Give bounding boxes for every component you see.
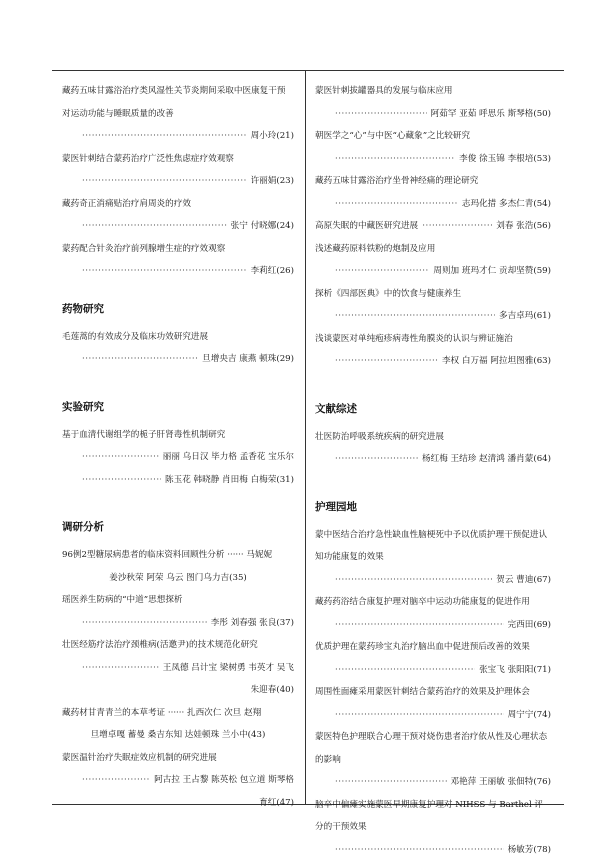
entry-byline (315, 215, 551, 238)
entry-authors-continued: 育红(47) (259, 797, 294, 808)
toc-entry[interactable] (315, 426, 551, 471)
entry-title: 瑶医养生防病的“中道”思想探析 (62, 595, 183, 605)
entry-title: ····· 高原失眠的中藏医研究进展 (315, 215, 422, 238)
toc-entry[interactable] (62, 747, 294, 815)
entry-title: 藏药五味甘露浴治疗类风湿性关节炎期间采取中医康复干预对运动功能与睡眠质量的改善 (62, 86, 286, 119)
entry-byline (315, 448, 551, 471)
entry-authors-continued: 朱迎春(40) (250, 685, 294, 695)
entry-authors: 李权 白万福 阿拉坦图雅(63) (438, 356, 551, 366)
entry-title: 蒙医温针治疗失眠症效应机制的研究进展 (62, 752, 217, 763)
entry-authors: 贺云 曹迪(67) (492, 575, 551, 585)
entry-title: 藏药材甘青青兰的本草考证 ······ 扎西次仁 次旦 赵翔 (62, 707, 262, 718)
entry-authors: 多吉卓玛(61) (495, 311, 551, 321)
section-heading-review: 文献综述 (315, 402, 357, 415)
toc-entry[interactable] (62, 544, 294, 589)
entry-title: 毛莲蒿的有效成分及临床功效研究进展 (62, 331, 209, 342)
toc-entry[interactable] (315, 524, 551, 592)
entry-authors: 张宁 付晓娜(24) (227, 221, 294, 231)
entry-title: 脑卒中偏瘫实施蒙医早期康复护理对 NIHSS 与 Barthel 评分的干预效果 (315, 799, 544, 832)
entry-title: 蒙医针刺结合蒙药治疗广泛性焦虑症疗效观察 (62, 153, 234, 164)
entry-authors: 丽丽 乌日汉 毕力格 孟香花 宝乐尔 (159, 452, 294, 462)
entry-byline (315, 103, 551, 126)
toc-entry[interactable] (315, 283, 551, 328)
entry-title: 壮医经筋疗法治疗颈椎病(活邀尹)的技术规范化研究 (62, 640, 258, 650)
entry-authors: 张宝飞 张阳阳(71) (475, 665, 551, 675)
toc-entry[interactable] (62, 193, 294, 238)
entry-byline (315, 659, 551, 682)
entry-byline (315, 771, 551, 794)
entry-title: 浅述藏药原料铁粉的炮制及应用 (315, 243, 436, 254)
entry-byline (62, 446, 294, 469)
entry-byline (315, 260, 551, 283)
entry-authors: 完西田(69) (504, 620, 551, 630)
toc-entry[interactable] (315, 80, 551, 125)
entry-byline (315, 569, 551, 592)
entry-authors: 周宁宁(74) (504, 710, 551, 720)
entry-authors-continued: 旦增卓嘎 蓄曼 桑吉东知 达娃顿珠 兰小中(43) (90, 730, 266, 740)
toc-entry[interactable] (315, 636, 551, 681)
entry-authors: 王凤德 吕计宝 梁树勇 韦英才 吴飞 (159, 663, 294, 673)
toc-entry[interactable] (62, 326, 294, 371)
entry-authors: 刘春 张浩(56) (492, 215, 551, 238)
section-heading-nursing: 护理园地 (315, 500, 357, 513)
entry-title: 朝医学之“心”与中医“心藏象”之比较研究 (315, 131, 471, 141)
toc-entry[interactable] (62, 80, 294, 148)
entry-byline (315, 193, 551, 216)
right-column (315, 80, 551, 861)
entry-authors: 李莉红(26) (247, 266, 294, 276)
entry-authors: 李俊 徐玉锦 李根培(53) (455, 154, 551, 164)
toc-entry[interactable] (315, 125, 551, 170)
entry-title: 优质护理在蒙药珍宝丸治疗脑出血中促进预后改善的效果 (315, 642, 530, 652)
entry-authors: 许丽娟(23) (247, 176, 294, 186)
entry-authors: 李彤 刘春强 张良(37) (207, 618, 294, 628)
section-heading-experiment: 实验研究 (62, 400, 104, 413)
entry-authors-continued: ····· 陈玉花 韩晓静 肖田梅 白梅荣(31) (62, 469, 294, 492)
entry-byline (62, 348, 294, 371)
entry-title: 藏药五味甘露浴治疗坐骨神经痛的理论研究 (315, 176, 479, 186)
toc-entry[interactable] (62, 589, 294, 634)
entry-byline (315, 148, 551, 171)
entry-byline (315, 614, 551, 637)
left-column (62, 80, 294, 814)
entry-authors: 周则加 班玛才仁 贡却坚赞(59) (429, 266, 551, 276)
entry-byline (315, 839, 551, 862)
entry-byline (62, 170, 294, 193)
entry-byline (62, 260, 294, 283)
entry-title: 蒙药配合针灸治疗前列腺增生症的疗效观察 (62, 243, 226, 254)
toc-entry[interactable] (315, 681, 551, 726)
toc-entry[interactable] (315, 591, 551, 636)
toc-entry[interactable] (315, 328, 551, 373)
section-heading-drug: 药物研究 (62, 302, 104, 315)
entry-authors: 阿茹罕 亚茹 呼思乐 斯琴格(50) (427, 109, 551, 119)
entry-title: 蒙医特色护理联合心理干预对烧伤患者治疗依从性及心理状态的影响 (315, 732, 548, 765)
toc-entry[interactable] (315, 238, 551, 283)
entry-byline (62, 215, 294, 238)
entry-authors: 周小玲(21) (247, 131, 294, 141)
entry-byline (315, 704, 551, 727)
entry-title: 藏药药浴结合康复护理对脑卒中运动功能康复的促进作用 (315, 597, 530, 607)
column-divider (305, 70, 306, 804)
entry-authors: 邓艳萍 王丽敏 张佃特(76) (447, 777, 551, 787)
entry-authors: 阿古拉 王占黎 陈英松 包立道 斯琴格 (150, 775, 294, 785)
entry-authors-continued: 姜沙秋荣 阿荣 乌云 图门乌力吉(35) (109, 572, 247, 583)
entry-title: 基于血清代谢组学的栀子肝肾毒性机制研究 (62, 429, 226, 440)
entry-title: 96例2型糖尿病患者的临床资料回顾性分析 ······ 马妮妮 (62, 550, 273, 560)
toc-entry[interactable] (62, 702, 294, 747)
toc-entry[interactable] (62, 148, 294, 193)
toc-entry[interactable] (315, 794, 551, 862)
entry-title: 浅谈蒙医对单纯疱疹病毒性角膜炎的认识与辨证施治 (315, 333, 513, 344)
entry-title: 探析《四部医典》中的饮食与健康养生 (315, 288, 462, 299)
section-heading-survey: 调研分析 (62, 521, 104, 533)
entry-authors: 旦增央吉 康燕 顿珠(29) (198, 354, 294, 364)
entry-byline (62, 125, 294, 148)
toc-entry[interactable] (62, 634, 294, 702)
toc-entry[interactable] (62, 238, 294, 283)
entry-byline (315, 350, 551, 373)
entry-title: 蒙医针刺拔罐器具的发展与临床应用 (315, 86, 453, 96)
toc-entry[interactable] (62, 424, 294, 492)
entry-authors: 志玛化措 多杰仁青(54) (458, 199, 551, 209)
toc-entry[interactable] (315, 726, 551, 794)
entry-byline (62, 612, 294, 635)
entry-authors: 杨红梅 王结珍 赵清鸿 潘肖蒙(64) (418, 454, 551, 464)
entry-byline (62, 769, 294, 792)
entry-title: 壮医防治呼吸系统疾病的研究进展 (315, 431, 444, 442)
toc-entry[interactable] (315, 170, 551, 215)
entry-title: 周围性面瘫采用蒙医针刺结合蒙药治疗的效果及护理体会 (315, 687, 530, 697)
entry-title: 藏药奇正消痛贴治疗肩周炎的疗效 (62, 198, 191, 209)
entry-authors: 杨敏芳(78) (504, 845, 551, 855)
toc-entry[interactable] (315, 215, 551, 238)
top-rule (52, 70, 564, 71)
entry-title: 蒙中医结合治疗急性缺血性脑梗死中予以优质护理干预促进认知功能康复的效果 (315, 529, 548, 562)
entry-byline (62, 657, 294, 680)
entry-byline (315, 305, 551, 328)
